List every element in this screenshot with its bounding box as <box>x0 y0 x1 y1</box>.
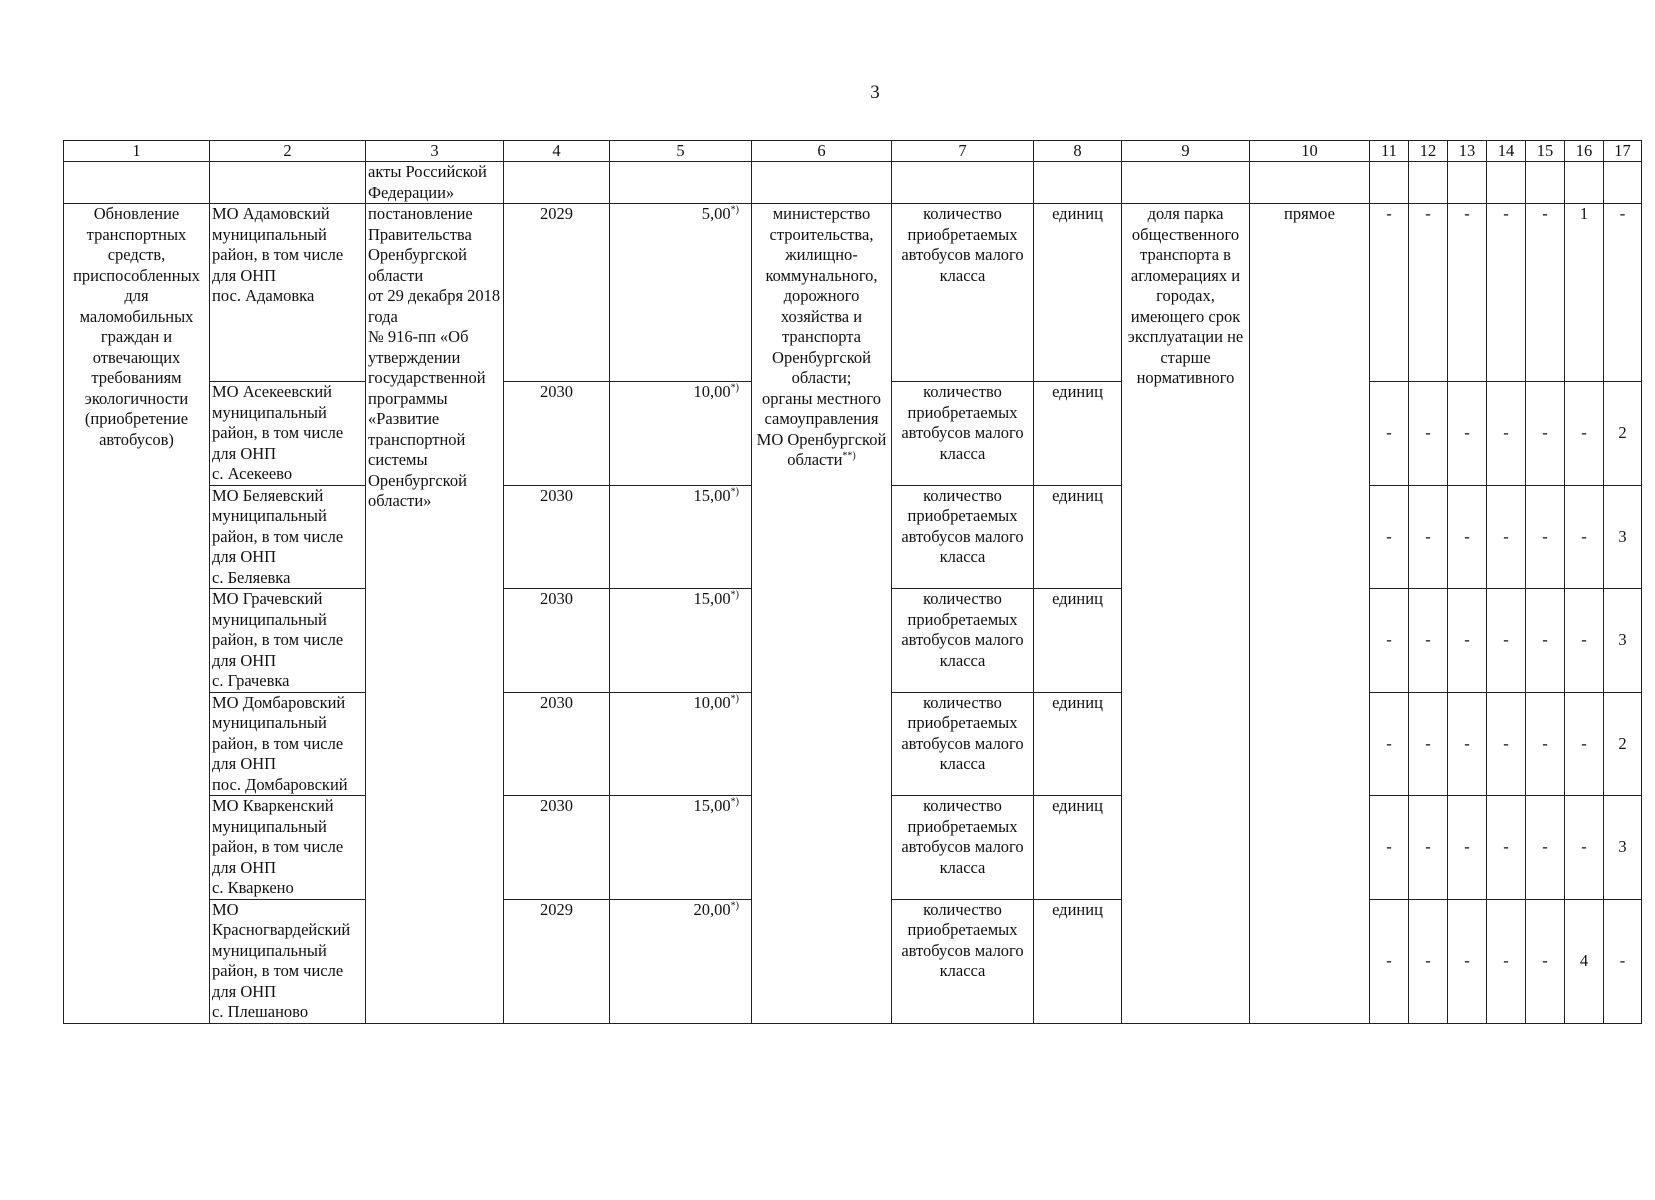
year-value-cell: 1 <box>1565 204 1604 382</box>
col-number: 6 <box>752 141 892 162</box>
municipality-cell: МО Красногвардейский муниципальный район, в том числе для ОНП с. Плешаново <box>210 899 366 1023</box>
year-value-cell: - <box>1565 589 1604 693</box>
col-number: 17 <box>1604 141 1642 162</box>
indicator-cell: количество приобретаемых автобусов малого класса <box>892 485 1034 589</box>
col-number: 4 <box>504 141 610 162</box>
page-number: 3 <box>870 82 880 103</box>
footnote-mark: *) <box>730 382 739 394</box>
amount-cell <box>610 899 752 1023</box>
col-number: 2 <box>210 141 366 162</box>
footnote-mark: *) <box>730 693 739 704</box>
amount-value: 15,00 <box>693 796 731 815</box>
responsible-cell <box>752 204 892 1024</box>
amount-cell <box>610 796 752 900</box>
year-value-cell: - <box>1370 899 1409 1023</box>
municipality-cell: МО Грачевский муниципальный район, в том числе для ОНП с. Грачевка <box>210 589 366 693</box>
year-cell: 2029 <box>504 899 610 1023</box>
column-number-row <box>64 141 1642 162</box>
year-value-cell: - <box>1487 899 1526 1023</box>
col-number: 3 <box>366 141 504 162</box>
year-value-cell: - <box>1370 796 1409 900</box>
col-number: 7 <box>892 141 1034 162</box>
year-cell: 2030 <box>504 382 610 486</box>
indicator-cell: количество приобретаемых автобусов малого класса <box>892 692 1034 796</box>
col-number: 15 <box>1526 141 1565 162</box>
year-value-cell: - <box>1409 382 1448 486</box>
unit-cell: единиц <box>1034 204 1122 382</box>
col-number: 5 <box>610 141 752 162</box>
basis-cell: постановление Правительства Оренбургской области от 29 декабря 2018 года № 916-пп «Об утверждении государственной программы «Развитие транспортной системы Оренбургской области» <box>366 204 504 1024</box>
col-number: 13 <box>1448 141 1487 162</box>
footnote-mark: *) <box>730 204 739 216</box>
unit-cell: единиц <box>1034 899 1122 1023</box>
year-value-cell: 3 <box>1604 485 1642 589</box>
year-value-cell: - <box>1487 485 1526 589</box>
amount-cell <box>610 485 752 589</box>
unit-cell: единиц <box>1034 382 1122 486</box>
indicator-cell: количество приобретаемых автобусов малого класса <box>892 796 1034 900</box>
col-number: 11 <box>1370 141 1409 162</box>
year-value-cell: - <box>1604 899 1642 1023</box>
basis-continuation: акты Российской Федерации» <box>366 162 504 204</box>
unit-cell: единиц <box>1034 589 1122 693</box>
year-value-cell: 4 <box>1565 899 1604 1023</box>
year-cell: 2030 <box>504 796 610 900</box>
col-number: 14 <box>1487 141 1526 162</box>
year-value-cell: - <box>1409 589 1448 693</box>
year-value-cell: - <box>1487 204 1526 382</box>
year-value-cell: - <box>1409 796 1448 900</box>
year-value-cell: - <box>1409 485 1448 589</box>
year-value-cell: - <box>1448 899 1487 1023</box>
year-value-cell: - <box>1604 204 1642 382</box>
col-number: 16 <box>1565 141 1604 162</box>
year-value-cell: - <box>1526 382 1565 486</box>
amount-value: 10,00 <box>693 692 731 712</box>
footnote-mark: *) <box>730 796 739 808</box>
municipality-cell: МО Асекеевский муниципальный район, в том числе для ОНП с. Асекеево <box>210 382 366 486</box>
year-value-cell: - <box>1526 204 1565 382</box>
col-number: 8 <box>1034 141 1122 162</box>
year-value-cell: - <box>1409 692 1448 796</box>
year-cell: 2029 <box>504 204 610 382</box>
year-cell: 2030 <box>504 589 610 693</box>
indicator-type-cell: прямое <box>1250 204 1370 1024</box>
year-value-cell: 2 <box>1604 692 1642 796</box>
indicator-cell: количество приобретаемых автобусов малого класса <box>892 382 1034 486</box>
target-indicator-cell: доля парка общественного транспорта в агломерациях и городах, имеющего срок эксплуатации не старше нормативного <box>1122 204 1250 1024</box>
year-value-cell: - <box>1526 485 1565 589</box>
year-value-cell: - <box>1409 204 1448 382</box>
year-value-cell: - <box>1526 589 1565 693</box>
amount-value: 5,00 <box>701 204 731 223</box>
continuation-row <box>64 162 1642 204</box>
year-value-cell: - <box>1370 485 1409 589</box>
amount-cell <box>610 692 752 796</box>
year-value-cell: - <box>1448 204 1487 382</box>
year-value-cell: 3 <box>1604 796 1642 900</box>
municipality-cell: МО Домбаровский муниципальный район, в том числе для ОНП пос. Домбаровский <box>210 692 366 796</box>
amount-value: 10,00 <box>693 382 731 401</box>
year-value-cell: - <box>1526 796 1565 900</box>
unit-cell: единиц <box>1034 692 1122 796</box>
year-value-cell: 2 <box>1604 382 1642 486</box>
col-number: 9 <box>1122 141 1250 162</box>
col-number: 1 <box>64 141 210 162</box>
year-value-cell: - <box>1448 796 1487 900</box>
amount-value: 20,00 <box>693 899 731 919</box>
amount-cell <box>610 589 752 693</box>
indicator-cell: количество приобретаемых автобусов малого класса <box>892 204 1034 382</box>
year-value-cell: - <box>1526 899 1565 1023</box>
municipality-cell: МО Кваркенский муниципальный район, в том числе для ОНП с. Кваркено <box>210 796 366 900</box>
year-value-cell: - <box>1487 796 1526 900</box>
year-value-cell: - <box>1487 382 1526 486</box>
footnote-mark: *) <box>730 900 739 911</box>
responsible-local-authorities: органы местного самоуправления МО Оренбургской области <box>756 388 887 469</box>
table-row <box>64 204 1642 382</box>
year-value-cell: - <box>1526 692 1565 796</box>
year-value-cell: - <box>1448 382 1487 486</box>
amount-cell <box>610 382 752 486</box>
year-value-cell: - <box>1448 589 1487 693</box>
task-cell: Обновление транспортных средств, приспособленных для маломобильных граждан и отвечающих требованиям экологичности (приобретение автобусов) <box>64 204 210 1024</box>
col-number: 12 <box>1409 141 1448 162</box>
program-table <box>63 140 1642 1024</box>
unit-cell: единиц <box>1034 796 1122 900</box>
amount-cell <box>610 204 752 382</box>
year-value-cell: - <box>1565 485 1604 589</box>
amount-value: 15,00 <box>693 485 731 505</box>
col-number: 10 <box>1250 141 1370 162</box>
year-value-cell: - <box>1409 899 1448 1023</box>
year-value-cell: - <box>1370 382 1409 486</box>
responsible-ministry: министерство строительства, жилищно-коммунального, дорожного хозяйства и транспорта Оренбургской области; <box>765 204 878 387</box>
year-value-cell: - <box>1565 796 1604 900</box>
year-cell: 2030 <box>504 485 610 589</box>
municipality-cell: МО Беляевский муниципальный район, в том числе для ОНП с. Беляевка <box>210 485 366 589</box>
year-value-cell: - <box>1448 692 1487 796</box>
year-value-cell: - <box>1370 589 1409 693</box>
year-value-cell: - <box>1487 692 1526 796</box>
footnote-mark: *) <box>730 486 739 497</box>
year-cell: 2030 <box>504 692 610 796</box>
footnote-mark: *) <box>730 589 739 601</box>
indicator-cell: количество приобретаемых автобусов малого класса <box>892 899 1034 1023</box>
year-value-cell: - <box>1370 692 1409 796</box>
year-value-cell: 3 <box>1604 589 1642 693</box>
year-value-cell: - <box>1448 485 1487 589</box>
amount-value: 15,00 <box>693 589 731 608</box>
year-value-cell: - <box>1565 382 1604 486</box>
indicator-cell: количество приобретаемых автобусов малого класса <box>892 589 1034 693</box>
year-value-cell: - <box>1565 692 1604 796</box>
unit-cell: единиц <box>1034 485 1122 589</box>
footnote-mark: **) <box>842 450 856 462</box>
municipality-cell: МО Адамовский муниципальный район, в том числе для ОНП пос. Адамовка <box>210 204 366 382</box>
year-value-cell: - <box>1370 204 1409 382</box>
year-value-cell: - <box>1487 589 1526 693</box>
